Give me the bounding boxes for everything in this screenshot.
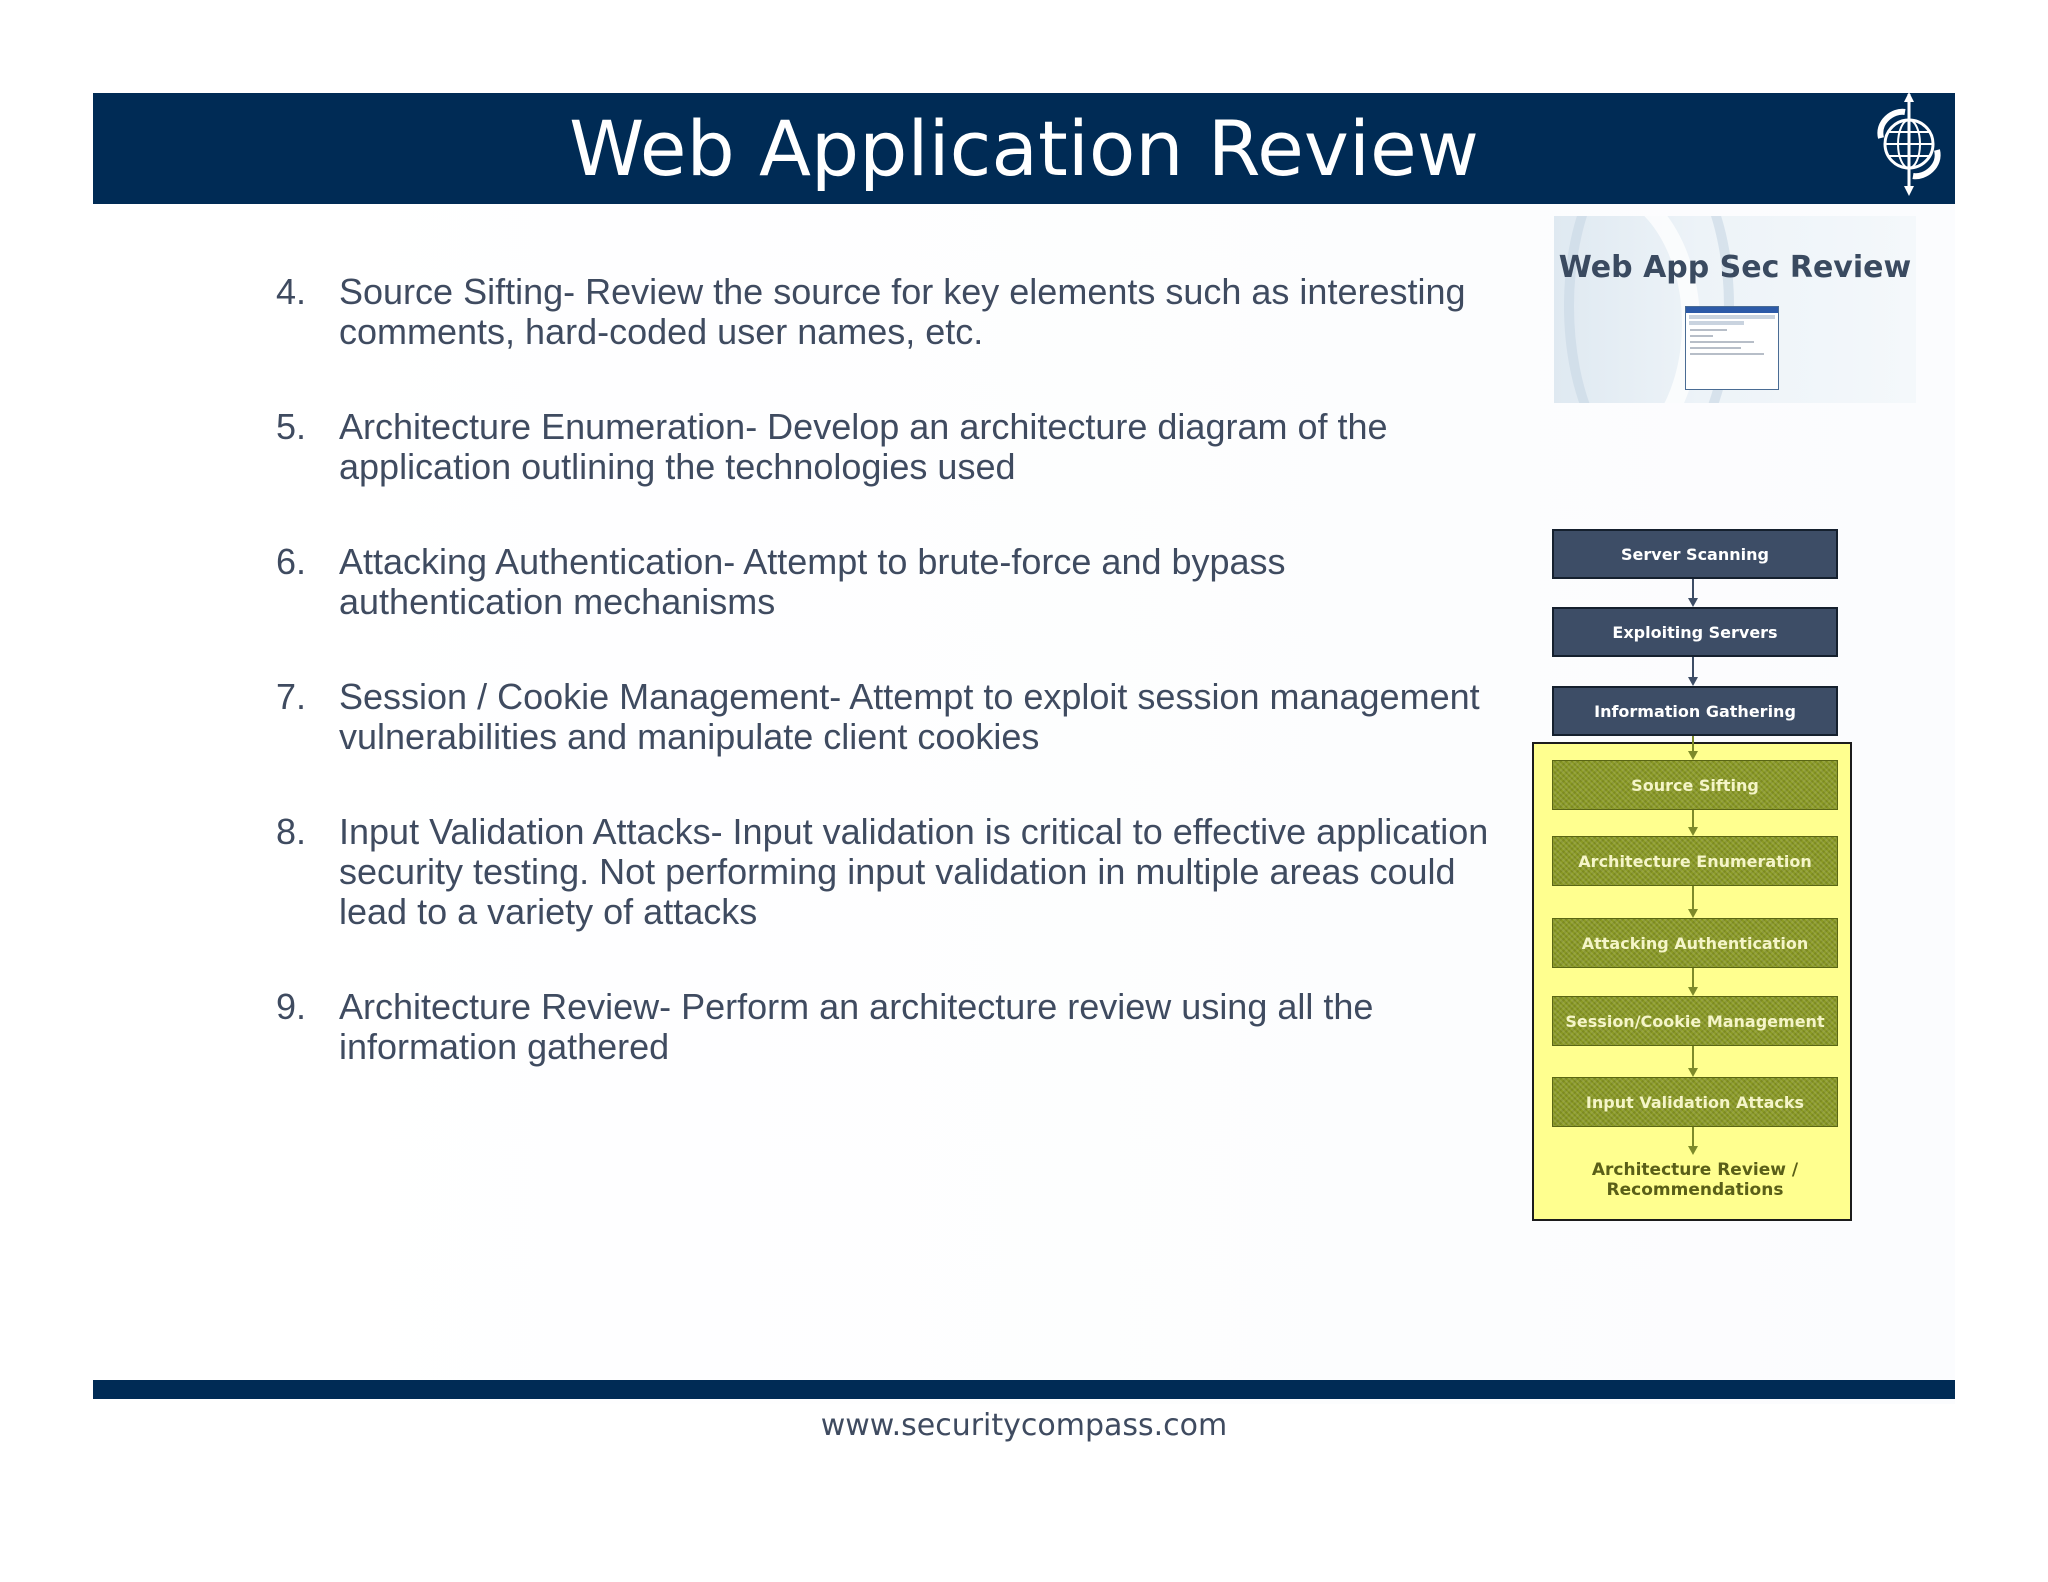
flow-step-attacking-authentication: Attacking Authentication — [1552, 918, 1838, 968]
footer-url: www.securitycompass.com — [820, 1408, 1228, 1443]
flow-arrow — [1688, 1127, 1698, 1155]
list-item — [276, 812, 1516, 932]
step-number: 6. — [276, 541, 307, 582]
flow-arrow — [1688, 886, 1698, 918]
step-number: 5. — [276, 406, 307, 447]
flow-step-exploiting-servers: Exploiting Servers — [1552, 607, 1838, 657]
list-item — [276, 677, 1516, 757]
footer-bar — [93, 1380, 1955, 1399]
thumbnail-title: Web App Sec Review — [1558, 250, 1912, 285]
list-item — [276, 542, 1516, 622]
list-item — [276, 987, 1516, 1067]
step-text: Architecture Review- Perform an architecture review using all the information gathered — [339, 986, 1374, 1067]
flow-final-line: Architecture Review / — [1591, 1160, 1799, 1180]
browser-window-screenshot-icon — [1685, 306, 1779, 390]
flow-step-architecture-enumeration: Architecture Enumeration — [1552, 836, 1838, 886]
step-number: 9. — [276, 986, 307, 1027]
flow-step-server-scanning: Server Scanning — [1552, 529, 1838, 579]
compass-globe-icon — [1875, 92, 1943, 196]
step-number: 4. — [276, 271, 307, 312]
page-title: Web Application Review — [569, 104, 1479, 193]
step-number: 8. — [276, 811, 307, 852]
process-flowchart — [1530, 525, 1860, 1225]
list-item — [276, 407, 1516, 487]
step-text: Architecture Enumeration- Develop an architecture diagram of the application outlining the technologies used — [339, 406, 1388, 487]
flow-final-line: Recommendations — [1606, 1180, 1784, 1200]
step-text: Session / Cookie Management- Attempt to exploit session management vulnerabilities and manipulate client cookies — [339, 676, 1480, 757]
flow-step-information-gathering: Information Gathering — [1552, 686, 1838, 736]
step-list — [276, 272, 1516, 1122]
step-number: 7. — [276, 676, 307, 717]
flow-step-session-cookie-management: Session/Cookie Management — [1552, 996, 1838, 1046]
flow-arrow — [1688, 657, 1698, 686]
web-app-sec-review-thumbnail — [1554, 216, 1916, 403]
step-text: Attacking Authentication- Attempt to brute-force and bypass authentication mechanisms — [339, 541, 1286, 622]
flow-arrow — [1688, 1046, 1698, 1077]
title-bar — [93, 93, 1955, 204]
list-item — [276, 272, 1516, 352]
step-text: Input Validation Attacks- Input validation is critical to effective application security testing. Not performing input validation in multiple areas could lead to a variety of attacks — [339, 811, 1489, 932]
flow-arrow — [1688, 968, 1698, 996]
flow-arrow — [1688, 810, 1698, 836]
flow-arrow — [1688, 579, 1698, 607]
flow-step-architecture-review — [1552, 1157, 1838, 1203]
flow-step-input-validation-attacks: Input Validation Attacks — [1552, 1077, 1838, 1127]
step-text: Source Sifting- Review the source for key elements such as interesting comments, hard-coded user names, etc. — [339, 271, 1466, 352]
flow-arrow — [1688, 736, 1698, 760]
flow-step-source-sifting: Source Sifting — [1552, 760, 1838, 810]
